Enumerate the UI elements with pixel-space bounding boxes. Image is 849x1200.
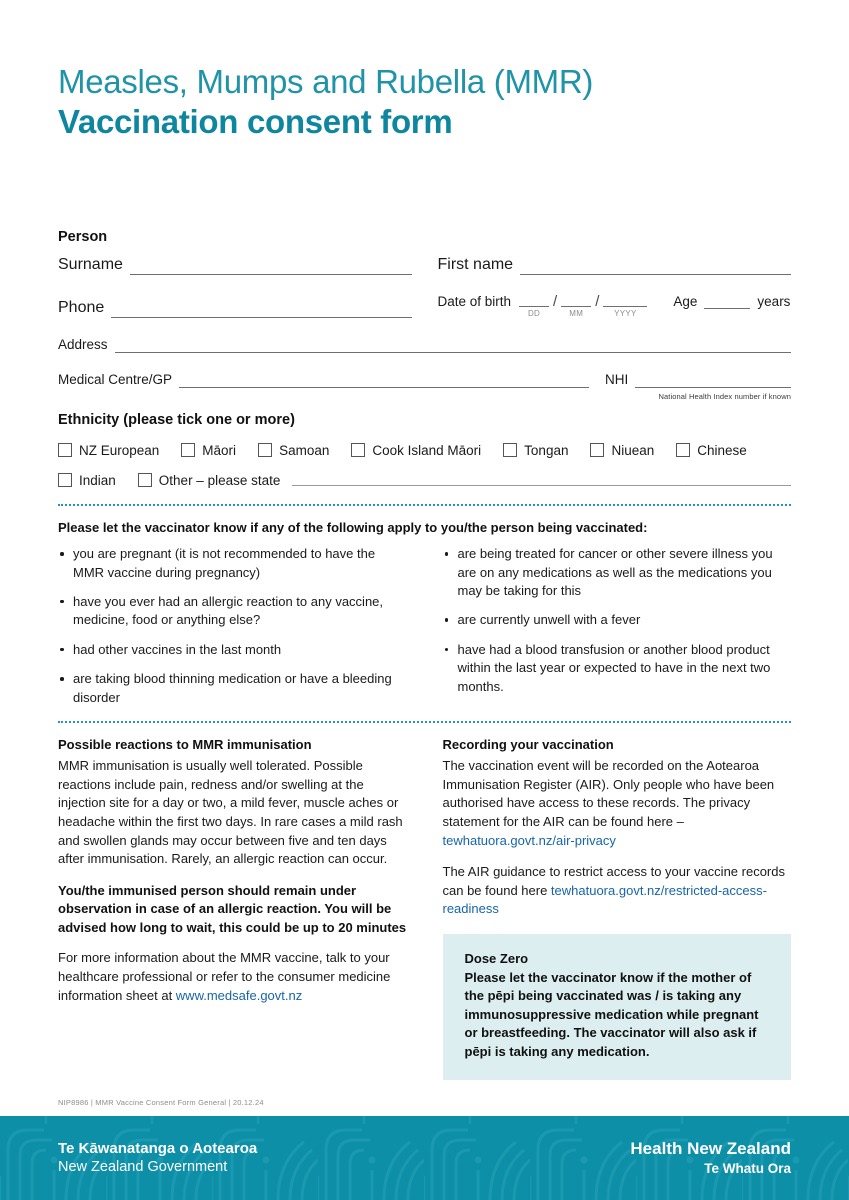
nz-government-logo bbox=[58, 1139, 257, 1177]
dob-year-input[interactable] bbox=[603, 294, 647, 307]
nhi-input[interactable] bbox=[635, 376, 791, 388]
recording-text-1: The vaccination event will be recorded on the Aotearoa Immunisation Register (AIR). Only people who have been authorised have access to these records. The privacy statement for the AIR can be found here – bbox=[442, 758, 775, 829]
address-field[interactable] bbox=[58, 337, 791, 353]
dob-slash-1: / bbox=[553, 292, 558, 310]
first-name-label: First name bbox=[437, 255, 514, 273]
dob-slash-2: / bbox=[595, 292, 600, 310]
person-section bbox=[58, 229, 791, 401]
recording-section bbox=[443, 737, 792, 1080]
health-line-1: Health New Zealand bbox=[630, 1139, 791, 1159]
recording-text-2: The AIR guidance to restrict access to your vaccine records can be found here bbox=[442, 864, 785, 898]
list-item: have had a blood transfusion or another blood product within the last year or expected to have in the next two months. bbox=[443, 641, 792, 696]
surname-input[interactable] bbox=[130, 263, 412, 275]
advisory-left-column bbox=[58, 545, 407, 707]
footer-content bbox=[0, 1116, 849, 1200]
first-name-input[interactable] bbox=[520, 263, 791, 275]
dob-day-hint: DD bbox=[527, 308, 541, 318]
ethnicity-option-cook-island-maori[interactable] bbox=[351, 443, 481, 458]
phone-dob-row bbox=[58, 294, 791, 318]
age-label: Age bbox=[673, 293, 698, 309]
recording-paragraph-2 bbox=[443, 863, 792, 919]
checkbox-icon[interactable] bbox=[58, 473, 72, 487]
separator-1 bbox=[58, 504, 791, 506]
form-header bbox=[0, 0, 849, 143]
advisory-section bbox=[58, 519, 791, 708]
info-columns bbox=[58, 737, 791, 1080]
person-heading: Person bbox=[58, 228, 108, 245]
ethnicity-option-label: NZ European bbox=[79, 442, 160, 458]
medical-centre-field[interactable] bbox=[58, 372, 589, 388]
checkbox-icon[interactable] bbox=[503, 443, 517, 457]
phone-input[interactable] bbox=[111, 306, 411, 318]
reactions-more-info bbox=[58, 949, 407, 1005]
ethnicity-other-input[interactable] bbox=[292, 474, 791, 486]
address-label: Address bbox=[58, 336, 108, 352]
ethnicity-option-label: Māori bbox=[202, 442, 237, 458]
page-title-line2: Vaccination consent form bbox=[58, 103, 453, 141]
nhi-caption: National Health Index number if known bbox=[658, 391, 791, 401]
ethnicity-option-tongan[interactable] bbox=[503, 443, 568, 458]
dob-year-part[interactable] bbox=[603, 294, 647, 318]
ethnicity-option-other[interactable] bbox=[138, 473, 281, 488]
govt-line-2: New Zealand Government bbox=[58, 1159, 228, 1176]
list-item: have you ever had an allergic reaction to any vaccine, medicine, food or anything else? bbox=[58, 593, 407, 630]
ethnicity-option-label: Cook Island Māori bbox=[372, 442, 482, 458]
medical-nhi-row bbox=[58, 372, 791, 401]
ethnicity-row-2 bbox=[58, 473, 791, 488]
list-item: are currently unwell with a fever bbox=[443, 611, 792, 629]
document-reference: NIP8986 | MMR Vaccine Consent Form General | 20.12.24 bbox=[58, 1098, 264, 1107]
ethnicity-option-label: Tongan bbox=[524, 442, 569, 458]
ethnicity-option-chinese[interactable] bbox=[676, 443, 747, 458]
reactions-bold-paragraph: You/the immunised person should remain under observation in case of an allergic reaction. You will be advised how long to wait, this could be up to 20 minutes bbox=[58, 882, 407, 935]
dob-day-input[interactable] bbox=[519, 294, 549, 307]
recording-paragraph-1 bbox=[443, 757, 792, 850]
checkbox-icon[interactable] bbox=[351, 443, 365, 457]
checkbox-icon[interactable] bbox=[138, 473, 152, 487]
surname-field[interactable] bbox=[58, 256, 412, 275]
dob-inputs[interactable] bbox=[519, 294, 647, 318]
form-content bbox=[0, 229, 849, 1083]
reactions-heading: Possible reactions to MMR immunisation bbox=[58, 737, 312, 753]
medical-centre-input[interactable] bbox=[179, 376, 589, 388]
dob-month-hint: MM bbox=[569, 308, 584, 318]
govt-line-1: Te Kāwanatanga o Aotearoa bbox=[58, 1139, 258, 1157]
page-title-line1: Measles, Mumps and Rubella (MMR) bbox=[58, 63, 594, 100]
advisory-left-list bbox=[58, 545, 407, 707]
dob-year-hint: YYYY bbox=[614, 308, 637, 318]
dob-month-part[interactable] bbox=[561, 294, 591, 318]
advisory-right-column bbox=[443, 545, 792, 707]
list-item: are being treated for cancer or other severe illness you are on any medications as well as the medications you may be taking for this bbox=[443, 545, 792, 600]
advisory-columns bbox=[58, 545, 791, 707]
medical-centre-label: Medical Centre/GP bbox=[58, 371, 173, 387]
restricted-access-link[interactable]: tewhatuora.govt.nz/restricted-access-readiness bbox=[442, 882, 767, 917]
dob-month-input[interactable] bbox=[561, 294, 591, 307]
recording-heading: Recording your vaccination bbox=[442, 737, 614, 753]
reactions-paragraph: MMR immunisation is usually well tolerated. Possible reactions include pain, redness and/or swelling at the injection site for a day or two, a mild fever, muscle aches or headache within the first two days. In rare cases a mild rash and swollen glands may occur between five and ten days after immunisation. Rarely, an allergic reaction can occur. bbox=[58, 758, 403, 867]
nhi-label: NHI bbox=[605, 371, 629, 387]
ethnicity-heading: Ethnicity (please tick one or more) bbox=[58, 411, 295, 428]
advisory-right-list bbox=[443, 545, 792, 696]
ethnicity-option-maori[interactable] bbox=[181, 443, 236, 458]
checkbox-icon[interactable] bbox=[258, 443, 272, 457]
health-nz-logo bbox=[630, 1138, 791, 1177]
ethnicity-row-1 bbox=[58, 443, 791, 458]
reactions-section bbox=[58, 737, 407, 1080]
ethnicity-option-label: Niuean bbox=[611, 442, 655, 458]
dob-day-part[interactable] bbox=[519, 294, 549, 318]
list-item: had other vaccines in the last month bbox=[58, 641, 407, 659]
name-row bbox=[58, 256, 791, 275]
checkbox-icon[interactable] bbox=[181, 443, 195, 457]
age-unit-label: years bbox=[757, 293, 791, 309]
age-field[interactable] bbox=[673, 294, 790, 309]
list-item: you are pregnant (it is not recommended to have the MMR vaccine during pregnancy) bbox=[58, 545, 407, 582]
nhi-field[interactable] bbox=[605, 372, 791, 401]
ethnicity-section bbox=[58, 412, 791, 488]
nhi-top-row[interactable] bbox=[605, 372, 791, 388]
ethnicity-option-label: Indian bbox=[79, 472, 116, 488]
checkbox-icon[interactable] bbox=[58, 443, 72, 457]
dose-zero-text: Please let the vaccinator know if the mother of the pēpi being vaccinated was / is taking any immunosuppressive medication while pregnant or breastfeeding. The vaccinator will also ask if pēpi is taking any medication. bbox=[464, 969, 759, 1059]
ethnicity-option-nz-european[interactable] bbox=[58, 443, 159, 458]
address-input[interactable] bbox=[115, 341, 791, 353]
surname-label: Surname bbox=[58, 255, 123, 273]
health-line-2: Te Whatu Ora bbox=[704, 1161, 791, 1177]
checkbox-icon[interactable] bbox=[590, 443, 604, 457]
medsafe-link[interactable]: www.medsafe.govt.nz bbox=[175, 987, 303, 1003]
list-item: are taking blood thinning medication or have a bleeding disorder bbox=[58, 670, 407, 707]
first-name-field[interactable] bbox=[438, 256, 792, 275]
address-row bbox=[58, 337, 791, 353]
advisory-heading: Please let the vaccinator know if any of the following apply to you/the person being vaccinated: bbox=[58, 519, 648, 535]
dose-zero-callout bbox=[443, 934, 792, 1080]
dob-age-group bbox=[438, 294, 792, 318]
more-info-text: For more information about the MMR vaccine, talk to your healthcare professional or refer to the consumer medicine information sheet at bbox=[58, 950, 391, 1003]
ethnicity-option-label: Samoan bbox=[279, 442, 330, 458]
separator-2 bbox=[58, 721, 791, 723]
ethnicity-option-niuean[interactable] bbox=[590, 443, 654, 458]
ethnicity-option-label: Other – please state bbox=[158, 472, 281, 488]
phone-field[interactable] bbox=[58, 299, 412, 318]
dob-label: Date of birth bbox=[437, 293, 512, 309]
age-input[interactable] bbox=[704, 297, 750, 309]
air-privacy-link[interactable]: tewhatuora.govt.nz/air-privacy bbox=[442, 832, 616, 848]
ethnicity-option-label: Chinese bbox=[697, 442, 747, 458]
dose-zero-title: Dose Zero bbox=[464, 950, 529, 966]
ethnicity-option-indian[interactable] bbox=[58, 473, 116, 488]
phone-label: Phone bbox=[58, 298, 105, 316]
ethnicity-option-samoan[interactable] bbox=[258, 443, 329, 458]
page-footer bbox=[0, 1116, 849, 1200]
checkbox-icon[interactable] bbox=[676, 443, 690, 457]
